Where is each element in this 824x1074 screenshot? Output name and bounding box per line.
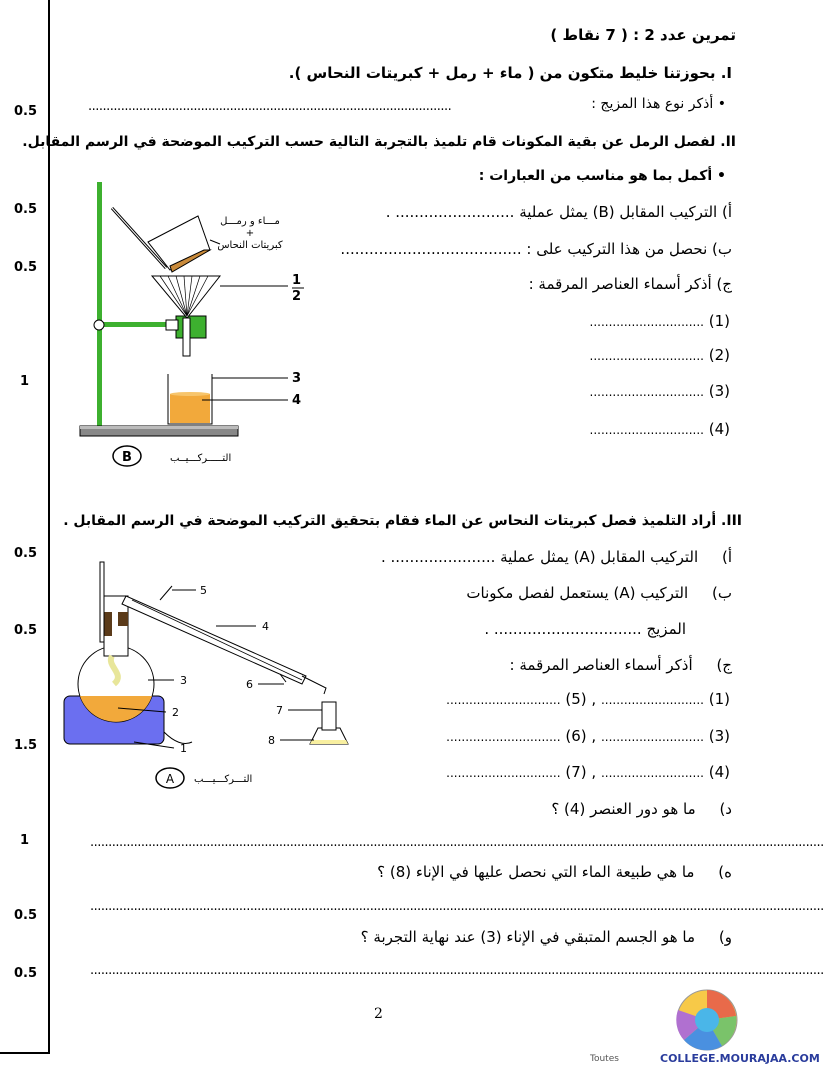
score: 1: [20, 833, 30, 848]
stand-rod: [97, 182, 102, 426]
svg-text:التـــركـــيـــب: التـــركـــيـــب: [194, 774, 253, 785]
site-url[interactable]: COLLEGE.MOURAJAA.COM: [660, 1052, 820, 1065]
filtrate: [170, 394, 210, 423]
label-3: 3: [292, 371, 302, 386]
svg-text:التـــــركـــيــب: التـــــركـــيــب: [170, 453, 232, 464]
part2-item-1: (1) ..............................: [589, 312, 730, 330]
svg-text:كبريتات النحاس: كبريتات النحاس: [217, 240, 283, 251]
score: 0.5: [14, 908, 38, 923]
svg-text:+: +: [245, 228, 255, 239]
part2-item-2: (2) ..............................: [589, 346, 730, 364]
label-6: 6: [246, 678, 253, 691]
label-8: 8: [268, 734, 275, 747]
answer-line[interactable]: ..........................................................................................................................................................................................................: [90, 899, 824, 914]
label-2: 2: [292, 289, 302, 304]
part2-item-4: (4) ..............................: [589, 420, 730, 438]
distillation-figure: [56, 556, 376, 796]
score: 1.5: [14, 738, 38, 753]
label-1: 1: [180, 742, 187, 755]
score: 0.5: [14, 260, 38, 275]
label-4: 4: [262, 620, 269, 633]
answer-line[interactable]: ....................................................................................................: [88, 99, 452, 114]
score-margin: [0, 0, 50, 1054]
thermometer: [100, 562, 104, 642]
site-logo: [666, 980, 748, 1052]
score: 0.5: [14, 623, 38, 638]
part1-text: I. بحوزتنا خليط متكون من ( ماء + رمل + كبريتات النحاس ).: [288, 64, 732, 82]
part3-text: III. أراد التلميذ فصل كبريتات النحاس عن الماء فقام بتحقيق التركيب الموضحة في الرسم المقابل .: [63, 513, 742, 529]
part3-row-3: (4) ........................... , (7) ..............................: [446, 763, 730, 781]
label-3: 3: [180, 674, 187, 687]
part3-row-1: (1) ........................... , (5) ..............................: [446, 690, 730, 708]
part3-d: د) ما هو دور العنصر (4) ؟: [551, 800, 732, 818]
score: 0.5: [14, 104, 38, 119]
page-number: 2: [374, 1006, 383, 1022]
brand-text: Toutes: [590, 1054, 619, 1064]
part3-a: أ) التركيب المقابل (A) يمثل عملية ...................... .: [380, 548, 732, 566]
part1-question: • أذكر نوع هذا المزيج :: [591, 96, 726, 112]
clamp: [176, 316, 206, 338]
part3-c: ج) أذكر أسماء العناصر المرقمة :: [509, 656, 732, 674]
part2-c: ج) أذكر أسماء العناصر المرقمة :: [528, 275, 732, 293]
answer-line[interactable]: ..........................................................................................................................................................................................................: [90, 835, 824, 850]
part3-e: ه) ما هي طبيعة الماء التي نحصل عليها في الإناء (8) ؟: [377, 863, 732, 881]
score: 1: [20, 374, 30, 389]
svg-text:B: B: [122, 450, 132, 465]
part-number: I.: [720, 64, 732, 82]
part2-instruction: • أكمل بما هو مناسب من العبارات :: [478, 168, 726, 184]
part2-text: II. لفصل الرمل عن بقية المكونات قام تلميذ بالتجربة التالية حسب التركيب الموضحة في الرسم المقابل.: [22, 134, 736, 150]
part2-b: ب) نحصل من هذا التركيب على : ......................................: [340, 240, 732, 258]
part3-row-2: (3) ........................... , (6) ..............................: [446, 727, 730, 745]
part3-b: ب) التركيب (A) يستعمل لفصل مكونات: [466, 584, 732, 602]
filtration-figure: [70, 178, 330, 478]
svg-text:A: A: [165, 772, 175, 786]
funnel-stem: [183, 318, 190, 356]
exercise-title: تمرين عدد 2 : ( 7 نقاط ): [550, 26, 736, 44]
score: 0.5: [14, 546, 38, 561]
part2-a: أ) التركيب المقابل (B) يمثل عملية ......................... .: [385, 203, 732, 221]
svg-text:مـــاء و رمـــل: مـــاء و رمـــل: [220, 216, 280, 227]
score: 0.5: [14, 202, 38, 217]
answer-line[interactable]: ..........................................................................................................................................................................................................: [90, 963, 824, 978]
label-1: 1: [292, 273, 302, 288]
label-2: 2: [172, 706, 179, 719]
label-7: 7: [276, 704, 283, 717]
part3-b2: المزيج ............................... .: [484, 620, 686, 638]
label-5: 5: [200, 584, 207, 597]
part3-f: و) ما هو الجسم المتبقي في الإناء (3) عند نهاية التجربة ؟: [360, 928, 732, 946]
label-4: 4: [292, 393, 302, 408]
part2-item-3: (3) ..............................: [589, 382, 730, 400]
clamp-joint: [94, 320, 104, 330]
score: 0.5: [14, 966, 38, 981]
